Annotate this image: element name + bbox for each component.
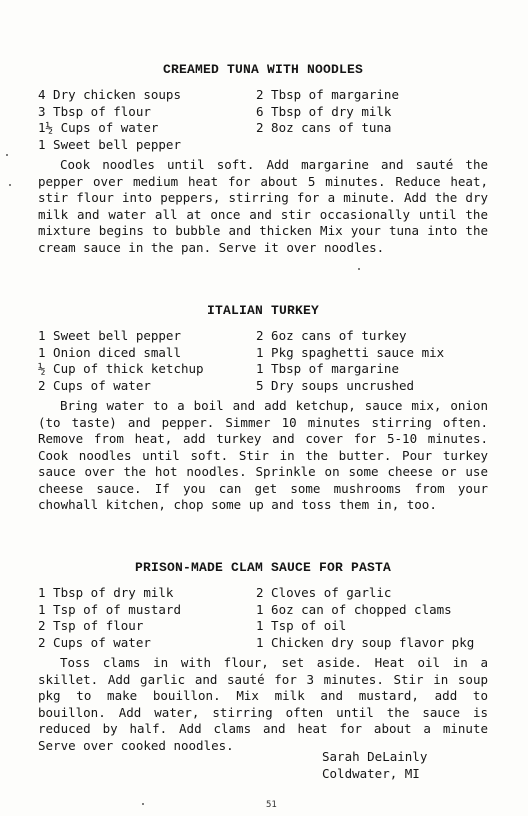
ingredient-column-right	[256, 585, 488, 651]
ingredient-list	[38, 585, 488, 651]
ingredient: 1 Sweet bell pepper	[38, 328, 181, 343]
ingredient: 3 Tbsp of flour	[38, 103, 151, 119]
ingredient: 1 Sweet bell pepper	[38, 136, 181, 152]
ingredient-column-left	[38, 87, 256, 153]
recipe-creamed-tuna	[38, 62, 488, 256]
ingredient: 1 Tsp of oil	[256, 618, 347, 633]
recipe-directions: Bring water to a boil and add ketchup, sauce mix, onion (to taste) and pepper. Simmer 10 minutes stirring often. Remove from heat, add turkey and cover for 5-10 minutes. Cook noodles until soft. Stir in the butter. Pour turkey sauce over the hot noodles. Sprinkle on some cheese or use cheese sauce. If you can get some mushrooms from your chowhall kitchen, chop some up and toss them in, too.	[38, 398, 488, 512]
recipe-title: ITALIAN TURKEY	[206, 303, 320, 318]
ingredient-column-left	[38, 585, 256, 651]
ingredient-column-left	[38, 328, 256, 394]
recipe-clam-sauce	[38, 560, 488, 754]
ingredient: 6 Tbsp of dry milk	[256, 103, 392, 119]
recipe-directions: Toss clams in with flour, set aside. Heat oil in a skillet. Add garlic and sauté for 3 minutes. Stir in soup pkg to make bouillon. Mix milk and mustard, add to bouillon. Add water, stirring often until the sauce is reduced by half. Add clams and heat for about a minute Serve over cooked noodles.	[38, 655, 488, 753]
scan-speck	[6, 154, 8, 156]
ingredient: 2 Cups of water	[38, 634, 151, 650]
ingredient: 2 Cloves of garlic	[256, 585, 392, 600]
recipe-directions: Cook noodles until soft. Add margarine and sauté the pepper over medium heat for about 5 minutes. Reduce heat, stir flour into peppers, stirring for a minute. Add the dry milk and water all at once and stir occasionally until the mixture begins to bubble and thicken Mix your tuna into the cream sauce in the pan. Serve it over noodles.	[38, 157, 488, 255]
ingredient: 1 Tbsp of dry milk	[38, 585, 174, 600]
ingredient: 1 Chicken dry soup flavor pkg	[256, 634, 475, 650]
scan-speck	[9, 184, 11, 186]
ingredient: 1½ Cups of water	[38, 120, 159, 135]
signature-name: Sarah DeLainly	[322, 749, 428, 764]
ingredient: 1 Tsp of of mustard	[38, 601, 181, 617]
ingredient: 5 Dry soups uncrushed	[256, 377, 415, 393]
signature-location: Coldwater, MI	[322, 765, 420, 781]
ingredient: ½ Cup of thick ketchup	[38, 361, 204, 376]
ingredient-column-right	[256, 87, 488, 153]
signature-block	[322, 749, 427, 782]
ingredient: 4 Dry chicken soups	[38, 87, 181, 102]
ingredient: 2 Tbsp of margarine	[256, 87, 399, 102]
ingredient: 1 Onion diced small	[38, 344, 181, 360]
ingredient: 2 Tsp of flour	[38, 618, 144, 633]
ingredient: 2 6oz cans of turkey	[256, 328, 407, 343]
recipe-title: PRISON-MADE CLAM SAUCE FOR PASTA	[134, 560, 392, 575]
scan-speck	[358, 268, 360, 270]
ingredient: 1 Tbsp of margarine	[256, 361, 399, 376]
ingredient: 2 8oz cans of tuna	[256, 120, 392, 135]
recipe-title: CREAMED TUNA WITH NOODLES	[162, 62, 364, 77]
scan-speck	[142, 803, 144, 805]
ingredient-list	[38, 328, 488, 394]
ingredient: 1 6oz can of chopped clams	[256, 601, 452, 617]
ingredient: 1 Pkg spaghetti sauce mix	[256, 344, 445, 360]
page-number: 51	[266, 800, 277, 810]
ingredient-list	[38, 87, 488, 153]
ingredient: 2 Cups of water	[38, 377, 151, 393]
recipe-italian-turkey	[38, 303, 488, 514]
ingredient-column-right	[256, 328, 488, 394]
